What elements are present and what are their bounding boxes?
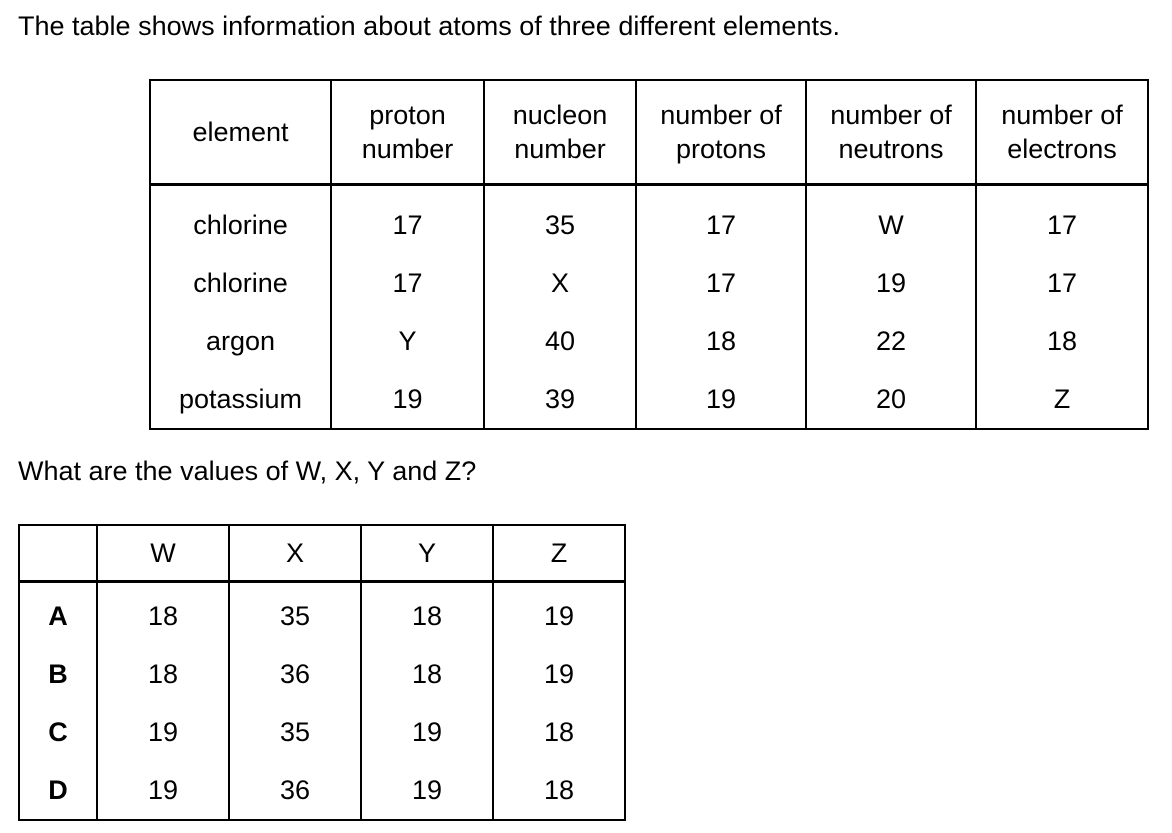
header-blank xyxy=(19,525,97,582)
atoms-table xyxy=(149,79,1149,430)
table-row xyxy=(150,254,1148,312)
answer-option-row xyxy=(19,645,625,703)
table-row xyxy=(150,185,1148,255)
table-cell: W xyxy=(806,185,976,255)
header-y: Y xyxy=(361,525,493,582)
table-cell: 39 xyxy=(484,370,636,429)
table-row xyxy=(150,312,1148,370)
question-text: What are the values of W, X, Y and Z? xyxy=(18,456,477,486)
table-cell: 18 xyxy=(636,312,806,370)
intro-text: The table shows information about atoms of three different elements. xyxy=(18,11,840,41)
table-cell: 19 xyxy=(361,703,493,761)
header-number-of-electrons: number of electrons xyxy=(976,80,1148,185)
table-cell: 19 xyxy=(493,582,625,646)
table-cell: 17 xyxy=(636,254,806,312)
option-letter: C xyxy=(48,716,68,747)
option-letter: B xyxy=(48,658,68,689)
table-cell: chlorine xyxy=(193,209,288,240)
header-nucleon-number: nucleon number xyxy=(484,80,636,185)
answer-option-row xyxy=(19,582,625,646)
answer-option-row xyxy=(19,761,625,820)
option-letter: D xyxy=(48,774,68,805)
table-cell: chlorine xyxy=(193,267,288,298)
table-cell: 22 xyxy=(806,312,976,370)
table-cell: 40 xyxy=(484,312,636,370)
header-w: W xyxy=(97,525,229,582)
table-cell: 17 xyxy=(331,185,484,255)
header-x: X xyxy=(229,525,361,582)
table-cell: 20 xyxy=(806,370,976,429)
table-cell: 19 xyxy=(97,761,229,820)
table-row xyxy=(150,370,1148,429)
table-cell: 18 xyxy=(361,645,493,703)
answers-table xyxy=(18,524,626,821)
table-cell: 36 xyxy=(229,645,361,703)
header-number-of-protons: number of protons xyxy=(636,80,806,185)
table-cell: 17 xyxy=(331,254,484,312)
header-number-of-neutrons: number of neutrons xyxy=(806,80,976,185)
table-cell: 18 xyxy=(493,761,625,820)
table-cell: Y xyxy=(331,312,484,370)
table-cell: 18 xyxy=(361,582,493,646)
table-cell: 19 xyxy=(806,254,976,312)
table-cell: 17 xyxy=(976,254,1148,312)
header-z: Z xyxy=(493,525,625,582)
table-cell: 19 xyxy=(493,645,625,703)
table-cell: X xyxy=(484,254,636,312)
table-cell: 18 xyxy=(976,312,1148,370)
atoms-header-row xyxy=(150,80,1148,185)
table-cell: 19 xyxy=(361,761,493,820)
table-cell: 19 xyxy=(331,370,484,429)
option-letter: A xyxy=(48,600,68,631)
table-cell: potassium xyxy=(178,383,303,414)
table-cell: argon xyxy=(205,325,276,356)
table-cell: 19 xyxy=(97,703,229,761)
table-cell: 36 xyxy=(229,761,361,820)
answer-option-row xyxy=(19,703,625,761)
table-cell: 35 xyxy=(229,703,361,761)
table-cell: Z xyxy=(976,370,1148,429)
table-cell: 17 xyxy=(976,185,1148,255)
header-proton-number: proton number xyxy=(331,80,484,185)
table-cell: 35 xyxy=(229,582,361,646)
table-cell: 17 xyxy=(636,185,806,255)
table-cell: 18 xyxy=(493,703,625,761)
answers-header-row xyxy=(19,525,625,582)
table-cell: 35 xyxy=(484,185,636,255)
table-cell: 19 xyxy=(636,370,806,429)
table-cell: 18 xyxy=(97,582,229,646)
table-cell: 18 xyxy=(97,645,229,703)
header-element: element xyxy=(150,80,331,185)
